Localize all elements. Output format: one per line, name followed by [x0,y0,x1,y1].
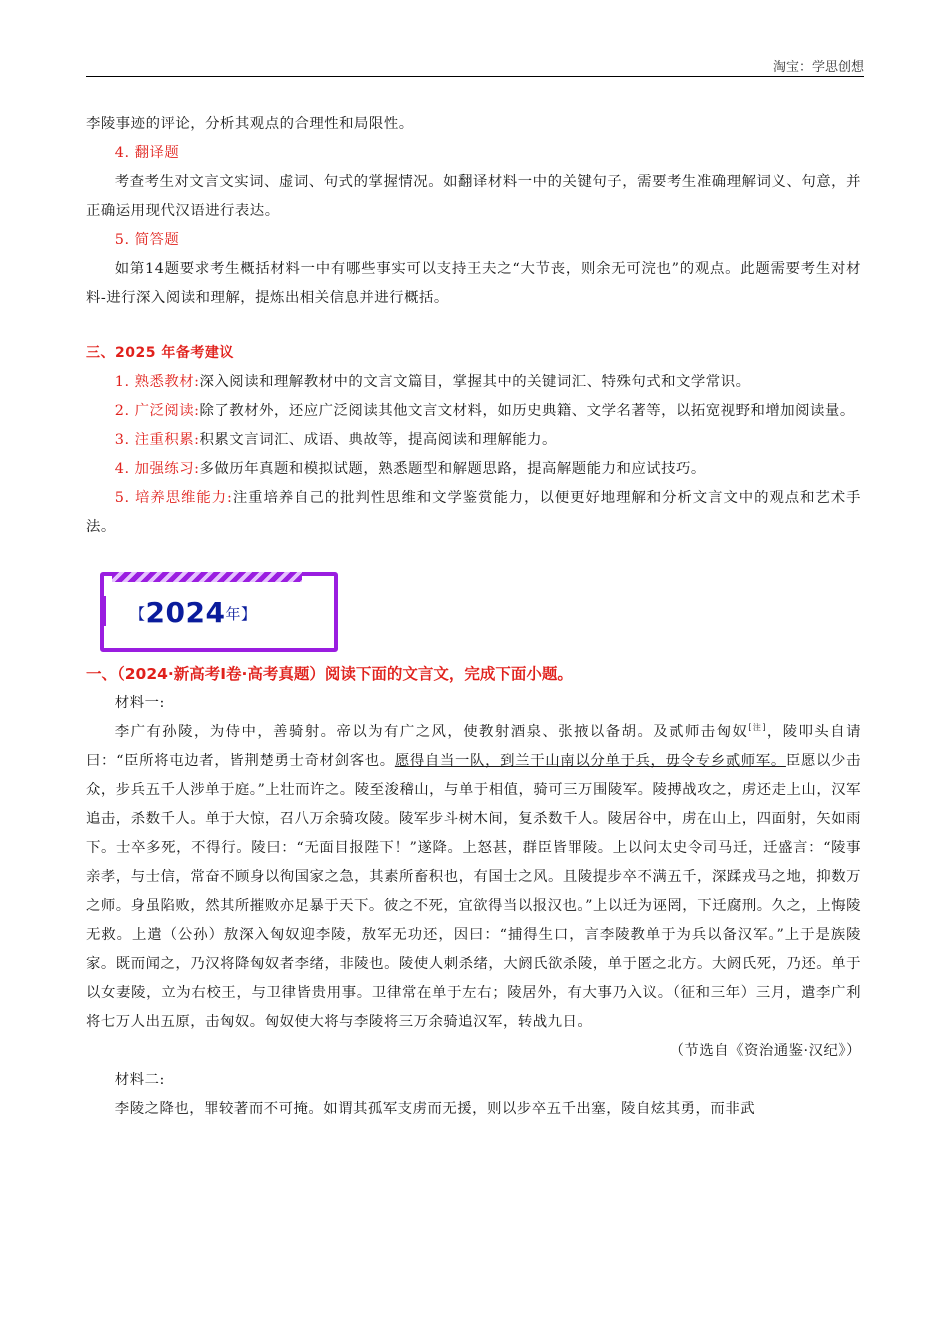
page-content [86,110,861,1124]
material1-label: 材料一: [114,695,165,711]
advice-label-4: 4. 加强练习: [114,461,200,477]
year-banner-corner [100,596,106,626]
advice-label-5: 5. 培养思维能力: [114,490,233,506]
material2-label: 材料二: [114,1072,165,1088]
header-brand: 淘宝：学思创想 [772,60,864,75]
year-banner-stripe [112,572,302,582]
year-bracket-close: 】 [240,605,257,623]
material1-underlined-sentence: 愿得自当一队，到兰干山南以分单于兵，毋令专乡贰师军。 [394,753,786,769]
advice-text-5: 注重培养自己的批判性思维和文学鉴赏能力，以便更好地理解和分析文言文中的观点和艺术手法。 [86,490,861,535]
year-bracket-open: 【 [130,605,146,623]
advice-item-5 [86,484,861,542]
advice-text-4: 多做历年真题和模拟试题，熟悉题型和解题思路，提高解题能力和应试技巧。 [199,461,706,477]
advice-text-3: 积累文言词汇、成语、典故等，提高阅读和理解能力。 [199,432,557,448]
advice-section-title: 三、2025 年备考建议 [86,345,234,361]
advice-item-3 [86,426,861,455]
type-4-desc: 考查考生对文言文实词、虚词、句式的掌握情况。如翻译材料一中的关键句子，需要考生准确理解词义、句意，并正确运用现代汉语进行表达。 [86,174,861,219]
material2-body: 李陵之降也，罪较著而不可掩。如谓其孤军支虏而无援，则以步卒五千出塞，陵自炫其勇，而非武 [114,1101,756,1117]
advice-item-2 [86,397,861,426]
advice-text-1: 深入阅读和理解教材中的文言文篇目，掌握其中的关键词汇、特殊句式和文学常识。 [199,374,751,390]
type-4-title: 4. 翻译题 [114,145,180,161]
material1-note: [注] [748,723,766,733]
type-5-title: 5. 简答题 [114,232,180,248]
year-banner-text [130,598,256,629]
advice-item-1 [86,368,861,397]
intro-tail: 李陵事迹的评论，分析其观点的合理性和局限性。 [86,116,414,132]
question-heading: 一、（2024·新高考Ⅰ卷·高考真题）阅读下面的文言文，完成下面小题。 [86,665,573,683]
material1-body [86,718,861,1037]
material1-text-b: ，陵叩头自请曰：“臣所将屯边者，皆荆楚勇士奇材剑客也。 [86,724,861,769]
year-banner [100,572,338,652]
type-5-desc: 如第14题要求考生概括材料一中有哪些事实可以支持王夫之“大节丧，则余无可浣也”的观点。此题需要考生对材料-进行深入阅读和理解，提炼出相关信息并进行概括。 [86,261,861,306]
year-nian: 年 [225,605,241,623]
material1-source: （节选自《资治通鉴·汉纪》） [669,1043,861,1059]
advice-label-2: 2. 广泛阅读: [114,403,200,419]
material1-text-a: 李广有孙陵，为侍中，善骑射。帝以为有广之风，使教射酒泉、张掖以备胡。及贰师击匈奴 [114,724,749,740]
year-number: 2024 [145,596,226,629]
advice-label-3: 3. 注重积累: [114,432,200,448]
header-rule [86,76,864,77]
advice-item-4 [86,455,861,484]
advice-label-1: 1. 熟悉教材: [114,374,200,390]
advice-text-2: 除了教材外，还应广泛阅读其他文言文材料，如历史典籍、文学名著等，以拓宽视野和增加阅读量。 [199,403,855,419]
material1-text-c: 臣愿以少击众，步兵五千人涉单于庭。”上壮而许之。陵至浚稽山，与单于相值，骑可三万围陵军。陵搏战攻之，虏还走上山，汉军追击，杀数千人。单于大惊，召八万余骑攻陵。陵军步斗树木间，复杀数千人。陵居谷中，虏在山上，四面射，矢如雨下。士卒多死，不得行。陵曰：“无面目报陛下！”遂降。上怒甚，群臣皆罪陵。上以问太史令司马迁，迁盛言：“陵事亲孝，与士信，常奋不顾身以徇国家之急，其素所畜积也，有国士之风。且陵提步卒不满五千，深蹂戎马之地，抑数万之师。身虽陷败，然其所摧败亦足暴于天下。彼之不死，宜欲得当以报汉也。”上以迁为诬罔，下迁腐刑。久之，上悔陵无救。上遣（公孙）敖深入匈奴迎李陵，敖军无功还，因曰：“捕得生口，言李陵教单于为兵以备汉军。”上于是族陵家。既而闻之，乃汉将降匈奴者李绪，非陵也。陵使人刺杀绪，大阏氏欲杀陵，单于匿之北方。大阏氏死，乃还。单于以女妻陵，立为右校王，与卫律皆贵用事。卫律常在单于左右；陵居外，有大事乃入议。（征和三年）三月，遣李广利将七万人出五原，击匈奴。匈奴使大将与李陵将三万余骑追汉军，转战九日。 [86,753,861,1030]
